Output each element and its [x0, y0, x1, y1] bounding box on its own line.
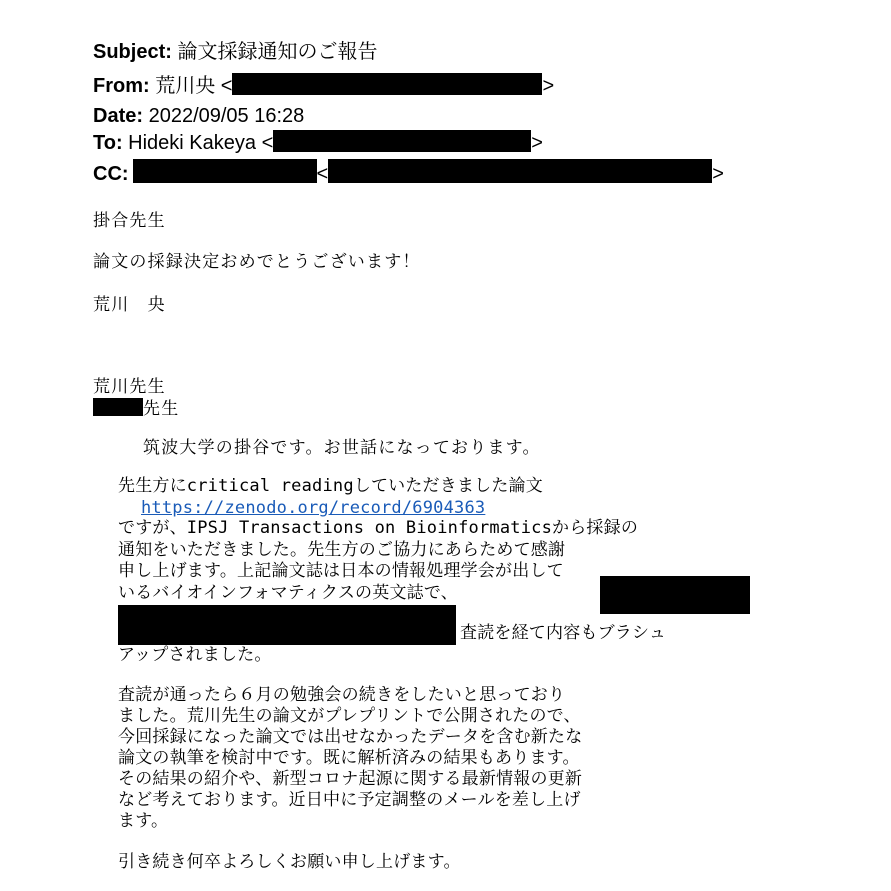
reply-signature: 荒川 央	[93, 295, 166, 315]
redacted-block-right	[600, 576, 750, 614]
cc-close: >	[712, 163, 724, 185]
subject-line	[93, 40, 377, 64]
p1-line-5: 申し上げます。上記論文誌は日本の情報処理学会が出して	[118, 561, 564, 581]
p2-line-7: ます。	[118, 811, 169, 831]
p2-line-3: 今回採録になった論文では出せなかったデータを含む新たな	[118, 727, 583, 747]
p1-line-1: 先生方にcritical readingしていただきました論文	[118, 476, 543, 496]
redacted-cc-name	[133, 159, 317, 183]
p2-line-1: 査読が通ったら６月の勉強会の続きをしたいと思っており	[118, 685, 566, 705]
date-label: Date:	[93, 105, 144, 127]
closing-line: 引き続き何卒よろしくお願い申し上げます。	[118, 852, 461, 872]
redacted-from-email	[232, 73, 542, 95]
redacted-cc-email	[328, 159, 712, 183]
cc-label: CC:	[93, 163, 129, 185]
date-line	[93, 104, 304, 128]
to-line	[93, 130, 543, 155]
redacted-addressee-name	[93, 398, 143, 416]
p1-line-7: 査読を経て内容もブラシュ	[460, 623, 667, 643]
p2-line-4: 論文の執筆を検討中です。既に解析済みの結果もあります。	[118, 748, 580, 768]
subject-label: Subject:	[93, 41, 172, 63]
p1-line-3: ですが、IPSJ Transactions on Bioinformaticsから採録の	[118, 518, 639, 538]
reply-message: 論文の採録決定おめでとうございます！	[93, 252, 421, 272]
to-close: >	[531, 132, 543, 154]
p1-line-6: いるバイオインフォマティクスの英文誌で、	[118, 583, 458, 603]
cc-line	[93, 159, 724, 186]
p1-line-8: アップされました。	[118, 645, 272, 665]
from-name: 荒川央 <	[155, 75, 233, 97]
from-line	[93, 73, 554, 98]
addressee-2	[93, 394, 179, 419]
to-label: To:	[93, 132, 123, 154]
from-close: >	[542, 75, 555, 97]
to-name: Hideki Kakeya <	[128, 132, 274, 154]
reply-greeting: 掛合先生	[93, 211, 166, 231]
p2-line-2: ました。荒川先生の論文がプレプリントで公開されたので、	[118, 706, 581, 726]
redacted-to-email	[273, 130, 531, 152]
addressee-1: 荒川先生	[93, 377, 166, 397]
cc-mid: <	[316, 163, 329, 185]
zenodo-link[interactable]: https://zenodo.org/record/6904363	[141, 498, 486, 518]
p2-line-6: など考えております。近日中に予定調整のメールを差し上げ	[118, 790, 581, 810]
from-label: From:	[93, 75, 150, 97]
p2-line-5: その結果の紹介や、新型コロナ起源に関する最新情報の更新	[118, 769, 583, 789]
date-value: 2022/09/05 16:28	[148, 105, 305, 127]
addressee-2-suffix: 先生	[143, 399, 180, 419]
redacted-block-left	[118, 605, 456, 645]
p1-line-4: 通知をいただきました。先生方のご協力にあらためて感謝	[118, 540, 566, 560]
intro-line: 筑波大学の掛谷です。お世話になっております。	[143, 438, 541, 458]
subject-value: 論文採録通知のご報告	[177, 41, 378, 63]
